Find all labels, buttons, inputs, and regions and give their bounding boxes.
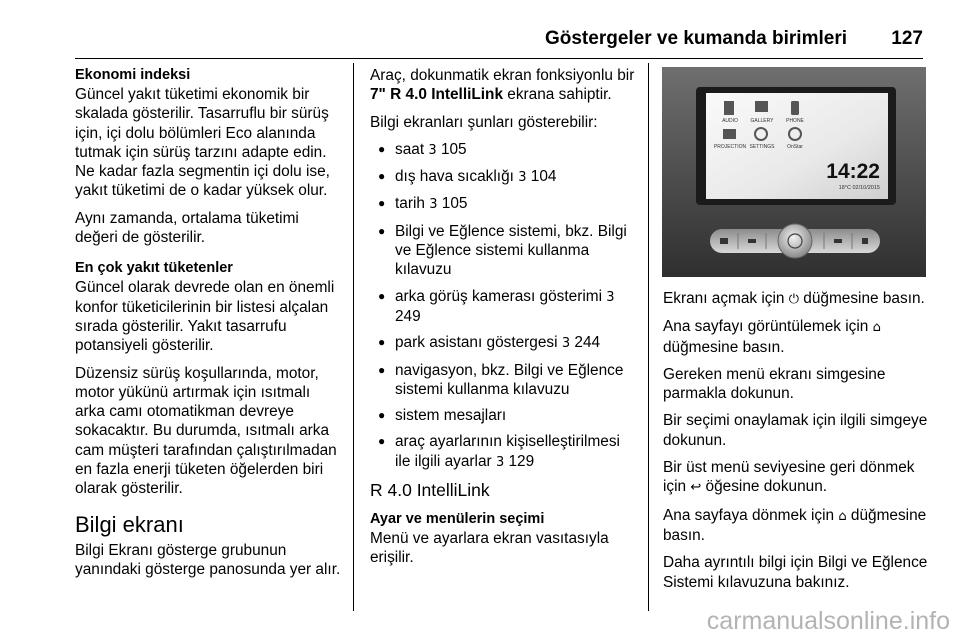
display-item: ● saat 3 105 (370, 140, 635, 160)
intro-text-1: Araç, dokunmatik ekran fonksiyonlu bir 7" R 4.0 IntelliLink ekrana sahiptir. (370, 67, 635, 104)
app-label: AUDIO (722, 118, 738, 124)
screen-status: 18°C 02/10/2015 (838, 185, 880, 191)
page-ref-number: 244 (574, 334, 601, 352)
confirm-instruction: Bir seçimi onaylamak için ilgili simgeye dokunun. (663, 412, 928, 449)
top-consumers-text-1: Güncel olarak devrede olan en önemli konfor tüketicilerinin bir listesi alçalan sırada gösterilir. Yakıt tasarrufu potansiyeli gösterilir. (75, 279, 335, 355)
app-label: OnStar (787, 144, 803, 150)
column-divider-1 (353, 63, 354, 611)
top-consumers-section (75, 259, 343, 498)
display-item: ● park asistanı göstergesi 3 244 (370, 333, 635, 353)
more-info-text: Daha ayrıntılı bilgi için Bilgi ve Eğlence Sistemi kılavuzuna bakınız. (663, 554, 928, 591)
display-item: ● arka görüş kamerası gösterimi 3 249 (370, 287, 635, 327)
info-display-section (75, 511, 343, 580)
menu-selection-text: Menü ve ayarlara ekran vasıtasıyla erişilir. (370, 530, 609, 567)
app-label: PROJECTION (713, 144, 747, 150)
display-item: ● dış hava sıcaklığı 3 104 (370, 167, 635, 187)
info-display-text: Bilgi Ekranı gösterge grubunun yanındaki gösterge panosunda yer alır. (75, 541, 341, 578)
eco-index-text-2: Aynı zamanda, ortalama tüketimi değeri de gösterilir. (75, 209, 299, 247)
display-item: ● sistem mesajları (370, 406, 635, 425)
page-header (0, 18, 960, 58)
product-name: 7" R 4.0 IntelliLink (370, 86, 504, 104)
header-rule (75, 58, 923, 59)
intellilink-heading: R 4.0 IntelliLink (370, 480, 490, 501)
screen-clock: 14:22 (826, 160, 880, 183)
page-ref-icon: 3 (428, 142, 437, 158)
eco-index-heading: Ekonomi indeksi (75, 67, 191, 83)
page-ref-icon: 3 (606, 289, 615, 305)
intro-text-2: Bilgi ekranları şunları gösterebilir: (370, 113, 598, 131)
display-item: ● Bilgi ve Eğlence sistemi, bkz. Bilgi ve Eğlence sistemi kullanma kılavuzu (370, 222, 635, 280)
watermark: carmanualsonline.info (706, 607, 950, 635)
eco-index-section (75, 66, 343, 247)
display-item: ● navigasyon, bkz. Bilgi ve Eğlence sistemi kullanma kılavuzu (370, 361, 635, 400)
eco-index-text-1: Güncel yakıt tüketimi ekonomik bir skalada gösterilir. Tasarruflu bir sürüş için, içi dolu bölümleri Eco alanında tutmak için sürüş tarzını adapte edin. Ne kadar fazla segmentin içi dolu ise, yakıt tüketimi de o kadar yüksek olur. (75, 86, 330, 200)
page-number: 127 (891, 28, 923, 49)
display-item: ● araç ayarlarının kişiselleştirilmesi ile ilgili ayarlar 3 129 (370, 432, 635, 472)
menu-selection-heading: Ayar ve menülerin seçimi (370, 511, 545, 528)
page-ref-icon: 3 (495, 454, 505, 470)
column-1 (75, 66, 343, 587)
header-title: Göstergeler ve kumanda birimleri (544, 28, 847, 49)
seek-forward-icon (834, 239, 842, 243)
page-ref-number: 129 (508, 452, 535, 470)
seek-back-icon (748, 239, 756, 243)
page-ref-icon: 3 (429, 197, 438, 213)
back-instruction: Bir üst menü seviyesine geri dönmek için ↩ öğesine dokunun. (663, 459, 915, 496)
info-display-heading: Bilgi ekranı (75, 511, 184, 537)
column-3 (663, 289, 928, 600)
home-icon: ⌂ (838, 508, 847, 524)
infotainment-photo (662, 67, 926, 277)
app-label: PHONE (786, 118, 804, 124)
app-label: GALLERY (750, 118, 774, 124)
display-item: ● tarih 3 105 (370, 194, 635, 214)
display-items-list (370, 140, 635, 472)
column-divider-2 (648, 63, 649, 611)
gallery-icon (755, 101, 768, 112)
home-instruction: Ana sayfayı görüntülemek için ⌂ düğmesine basın. (663, 318, 881, 356)
power-icon: ⏻ (788, 292, 800, 307)
back-arrow-icon: ↩ (690, 480, 702, 496)
projection-icon (723, 129, 736, 139)
home-icon (720, 238, 728, 244)
top-consumers-text-2: Düzensiz sürüş koşullarında, motor, motor yükünü artırmak için ısıtmalı arka camı otomatikman devreye sokacaktır. Bu durumda, ısıtmalı arka cam müşteri tarafından çalıştırılmadan en fazla enerji tüketen öğelerden biri olarak gösterilir. (75, 364, 337, 498)
page-ref-number: 105 (440, 140, 467, 158)
power-instruction: Ekranı açmak için ⏻ düğmesine basın. (663, 290, 925, 307)
menu-tap-instruction: Gereken menü ekranı simgesine parmakla dokunun. (663, 365, 886, 403)
top-consumers-heading: En çok yakıt tüketenler (75, 260, 233, 277)
page-ref-number: 105 (441, 195, 468, 213)
page-ref-icon: 3 (518, 170, 527, 186)
return-home-instruction: Ana sayfaya dönmek için ⌂ düğmesine basın. (663, 506, 927, 544)
home-icon: ⌂ (872, 320, 881, 336)
page-ref-number: 249 (395, 307, 421, 325)
page-ref-number: 104 (530, 168, 557, 186)
column-2 (370, 66, 635, 576)
phone-button-icon (862, 238, 868, 244)
volume-power-knob (778, 224, 812, 258)
page-ref-icon: 3 (561, 336, 571, 352)
app-label: SETTINGS (749, 144, 775, 150)
phone-icon (791, 101, 799, 115)
audio-icon (724, 101, 734, 115)
